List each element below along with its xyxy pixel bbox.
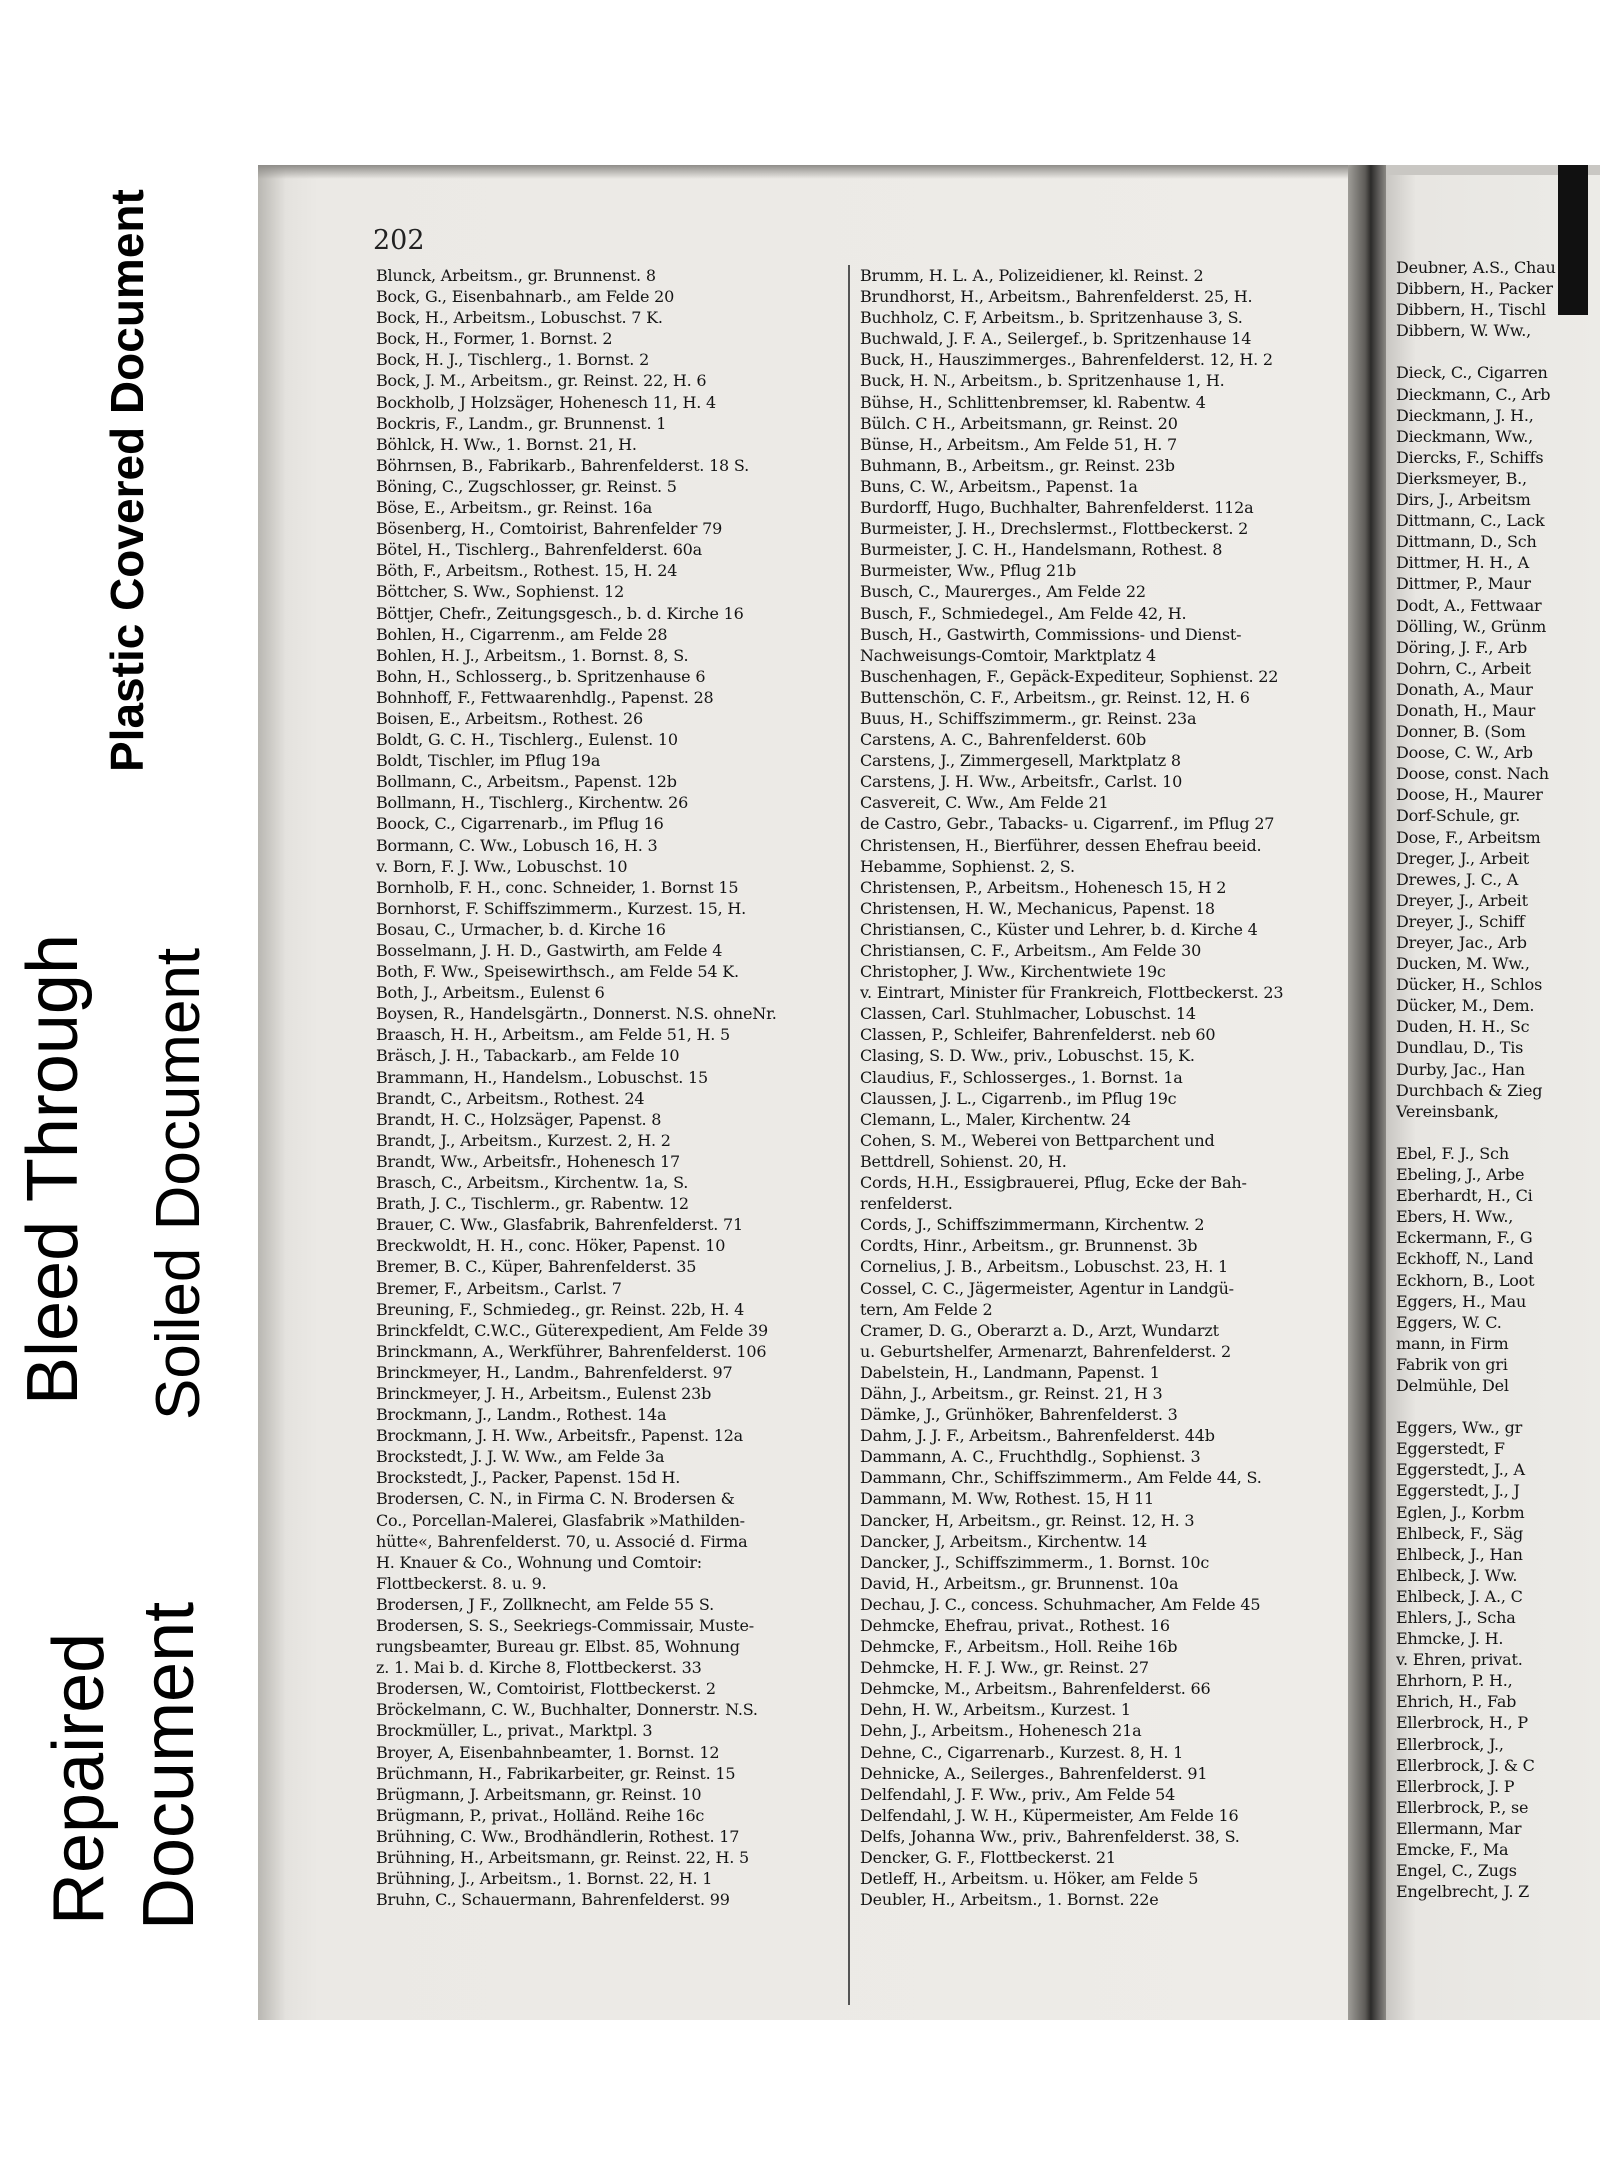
directory-entry: Bock, H., Former, 1. Bornst. 2 <box>376 329 613 349</box>
directory-entry: Bohn, H., Schlosserg., b. Spritzenhause 6 <box>376 666 706 686</box>
directory-entry: Dibbern, W. Ww., <box>1396 321 1532 341</box>
page-number: 202 <box>373 225 425 256</box>
directory-entry: Brodersen, J F., Zollknecht, am Felde 55 S. <box>376 1594 714 1614</box>
directory-entry: Dieckmann, Ww., <box>1396 426 1533 446</box>
directory-entry: Brockmann, J. H. Ww., Arbeitsfr., Papenst. 12a <box>376 1426 744 1446</box>
directory-entry: Brinckmeyer, H., Landm., Bahrenfelderst. 97 <box>376 1362 733 1382</box>
directory-entry: H. Knauer & Co., Wohnung und Comtoir: <box>376 1552 702 1572</box>
directory-entry: Burdorff, Hugo, Buchhalter, Bahrenfelderst. 112a <box>860 498 1254 518</box>
directory-entry: Brinckmann, A., Werkführer, Bahrenfelderst. 106 <box>376 1341 767 1361</box>
directory-entry: Ebers, H. Ww., <box>1396 1207 1514 1227</box>
directory-entry: Cohen, S. M., Weberei von Bettparchent und <box>860 1130 1215 1150</box>
directory-entry: Ebel, F. J., Sch <box>1396 1143 1509 1163</box>
column-3 <box>1396 257 1600 1902</box>
directory-entry: Dehmcke, Ehefrau, privat., Rothest. 16 <box>860 1616 1170 1635</box>
directory-entry: Cords, J., Schiffszimmermann, Kirchentw. 2 <box>860 1215 1205 1235</box>
directory-entry: Flottbeckerst. 8. u. 9. <box>376 1573 547 1593</box>
directory-entry: Brumm, H. L. A., Polizeidiener, kl. Reinst. 2 <box>860 266 1204 285</box>
directory-entry: Bormann, C. Ww., Lobusch 16, H. 3 <box>376 835 658 855</box>
directory-entry: Delmühle, Del <box>1396 1375 1509 1395</box>
directory-entry: Dancker, J, Arbeitsm., Kirchentw. 14 <box>860 1531 1147 1551</box>
directory-entry: Carstens, A. C., Bahrenfelderst. 60b <box>860 730 1146 750</box>
directory-entry: Classen, P., Schleifer, Bahrenfelderst. neb 60 <box>860 1025 1216 1045</box>
column-1 <box>376 265 836 1910</box>
directory-entry: Dieckmann, J. H., <box>1396 405 1534 425</box>
directory-entry <box>1396 1396 1600 1417</box>
directory-entry: Eberhardt, H., Ci <box>1396 1186 1533 1206</box>
directory-entry: Boldt, G. C. H., Tischlerg., Eulenst. 10 <box>376 730 678 750</box>
label-document: Document <box>129 1601 209 1930</box>
directory-entry: Dehmcke, F., Arbeitsm., Holl. Reihe 16b <box>860 1637 1178 1657</box>
directory-entry: Böth, F., Arbeitsm., Rothest. 15, H. 24 <box>376 561 678 581</box>
directory-entry: Co., Porcellan-Malerei, Glasfabrik »Mathilden- <box>376 1510 745 1530</box>
directory-entry: Ehlers, J., Scha <box>1396 1608 1516 1627</box>
directory-entry: Cords, H.H., Essigbrauerei, Pflug, Ecke der Bah- <box>860 1173 1247 1193</box>
directory-entry: Bohlen, H. J., Arbeitsm., 1. Bornst. 8, S. <box>376 645 689 665</box>
directory-entry: Casvereit, C. Ww., Am Felde 21 <box>860 793 1109 813</box>
directory-entry: Boldt, Tischler, im Pflug 19a <box>376 751 601 771</box>
directory-entry: Brodersen, W., Comtoirist, Flottbeckerst. 2 <box>376 1679 716 1699</box>
directory-entry: Drewes, J. C., A <box>1396 869 1519 889</box>
directory-entry: tern, Am Felde 2 <box>860 1299 993 1319</box>
directory-entry: Dölling, W., Grünm <box>1396 616 1547 636</box>
directory-entry: Bosselmann, J. H. D., Gastwirth, am Felde 4 <box>376 941 723 960</box>
directory-entry: Ehlbeck, J. A., C <box>1396 1586 1523 1606</box>
directory-entry: Doose, C. W., Arb <box>1396 743 1533 763</box>
directory-entry: Delfs, Johanna Ww., priv., Bahrenfelderst. 38, S. <box>860 1826 1240 1846</box>
directory-entry: Eggerstedt, F <box>1396 1439 1505 1459</box>
directory-entry: Eggers, Ww., gr <box>1396 1418 1523 1438</box>
directory-entry: Duden, H. H., Sc <box>1396 1017 1530 1037</box>
directory-entry: Eggerstedt, J., A <box>1396 1460 1525 1480</box>
directory-entry: Dehn, H. W., Arbeitsm., Kurzest. 1 <box>860 1700 1131 1720</box>
directory-entry: Busch, C., Maurerges., Am Felde 22 <box>860 582 1146 602</box>
directory-entry: Brandt, J., Arbeitsm., Kurzest. 2, H. 2 <box>376 1130 671 1150</box>
directory-entry: Buck, H., Hauszimmerges., Bahrenfelderst. 12, H. 2 <box>860 350 1273 370</box>
directory-entry: Clemann, L., Maler, Kirchentw. 24 <box>860 1109 1131 1129</box>
directory-entry: Dorf-Schule, gr. <box>1396 806 1521 826</box>
label-plastic-covered: Plastic Covered Document <box>101 189 153 772</box>
directory-entry: Bollmann, C., Arbeitsm., Papenst. 12b <box>376 772 677 792</box>
scanned-directory-page <box>258 165 1600 2020</box>
directory-entry: Dabelstein, H., Landmann, Papenst. 1 <box>860 1362 1160 1382</box>
directory-entry: Bötel, H., Tischlerg., Bahrenfelderst. 60a <box>376 540 702 560</box>
directory-entry: Detleff, H., Arbeitsm. u. Höker, am Felde 5 <box>860 1869 1199 1889</box>
directory-entry: Durchbach & Zieg <box>1396 1080 1543 1100</box>
directory-entry: Doose, const. Nach <box>1396 764 1549 784</box>
directory-entry: Dahm, J. J. F., Arbeitsm., Bahrenfelderst. 44b <box>860 1426 1215 1446</box>
directory-entry: Brandt, H. C., Holzsäger, Papenst. 8 <box>376 1109 662 1129</box>
directory-entry: Brühning, C. Ww., Brodhändlerin, Rothest. 17 <box>376 1826 740 1846</box>
directory-entry: Brath, J. C., Tischlerm., gr. Rabentw. 12 <box>376 1194 689 1214</box>
directory-entry: Cossel, C. C., Jägermeister, Agentur in Landgü- <box>860 1278 1234 1298</box>
directory-entry: Böttjer, Chefr., Zeitungsgesch., b. d. Kirche 16 <box>376 603 744 623</box>
directory-entry: Christensen, H. W., Mechanicus, Papenst. 18 <box>860 898 1215 918</box>
directory-entry: Böhlck, H. Ww., 1. Bornst. 21, H. <box>376 434 637 454</box>
directory-entry: Dämke, J., Grünhöker, Bahrenfelderst. 3 <box>860 1405 1178 1425</box>
directory-entry: Bohlen, H., Cigarrenm., am Felde 28 <box>376 624 668 644</box>
directory-entry: Delfendahl, J. F. Ww., priv., Am Felde 54 <box>860 1784 1176 1804</box>
directory-entry: Eggers, W. C. <box>1396 1312 1502 1332</box>
directory-entry: Carstens, J. H. Ww., Arbeitsfr., Carlst. 10 <box>860 772 1183 792</box>
directory-entry: Dodt, A., Fettwaar <box>1396 595 1542 615</box>
directory-entry: Brockstedt, J. J. W. Ww., am Felde 3a <box>376 1447 665 1467</box>
directory-entry: Doose, H., Maurer <box>1396 785 1543 805</box>
directory-entry: Döring, J. F., Arb <box>1396 637 1528 657</box>
directory-entry: Böning, C., Zugschlosser, gr. Reinst. 5 <box>376 476 677 496</box>
directory-entry: Eggerstedt, J., J <box>1396 1481 1520 1501</box>
directory-entry: z. 1. Mai b. d. Kirche 8, Flottbeckerst. 33 <box>376 1658 702 1678</box>
directory-entry: Buchwald, J. F. A., Seilergef., b. Spritzenhause 14 <box>860 329 1252 349</box>
directory-entry: Dehnicke, A., Seilerges., Bahrenfelderst. 91 <box>860 1763 1208 1783</box>
directory-entry: Ellerbrock, P., se <box>1396 1797 1529 1817</box>
directory-entry: Bornhorst, F. Schiffszimmerm., Kurzest. 15, H. <box>376 898 746 918</box>
directory-entry: Dohrn, C., Arbeit <box>1396 658 1531 678</box>
scan-edge-shadow <box>1558 165 1588 315</box>
directory-entry: Bettdrell, Sohienst. 20, H. <box>860 1151 1067 1171</box>
directory-entry: Dirs, J., Arbeitsm <box>1396 490 1531 510</box>
directory-entry: Dieck, C., Cigarren <box>1396 363 1548 383</box>
directory-entry: Dreger, J., Arbeit <box>1396 848 1530 868</box>
directory-entry: Ehrich, H., Fab <box>1396 1692 1517 1712</box>
directory-entry: Boysen, R., Handelsgärtn., Donnerst. N.S. ohneNr. <box>376 1004 777 1024</box>
directory-entry: Dencker, G. F., Flottbeckerst. 21 <box>860 1848 1116 1868</box>
directory-entry: Brinckmeyer, J. H., Arbeitsm., Eulenst 23b <box>376 1383 712 1403</box>
directory-entry: Dehn, J., Arbeitsm., Hohenesch 21a <box>860 1721 1142 1741</box>
directory-entry: Ehlbeck, J. Ww. <box>1396 1565 1518 1585</box>
directory-entry: Ehrhorn, P. H., <box>1396 1671 1513 1691</box>
directory-entry: Bröckelmann, C. W., Buchhalter, Donnerstr. N.S. <box>376 1700 758 1720</box>
directory-entry: Dancker, J., Schiffszimmerm., 1. Bornst. 10c <box>860 1552 1210 1572</box>
directory-entry: Ellerbrock, J. P <box>1396 1776 1515 1796</box>
directory-entry: Cordts, Hinr., Arbeitsm., gr. Brunnenst. 3b <box>860 1236 1198 1256</box>
directory-entry: Dechau, J. C., concess. Schuhmacher, Am Felde 45 <box>860 1594 1261 1614</box>
directory-entry: Donath, H., Maur <box>1396 700 1536 720</box>
directory-entry: Bock, H., Arbeitsm., Lobuschst. 7 K. <box>376 308 663 328</box>
directory-entry: Delfendahl, J. W. H., Küpermeister, Am Felde 16 <box>860 1805 1239 1825</box>
directory-entry: Dehne, C., Cigarrenarb., Kurzest. 8, H. 1 <box>860 1742 1184 1762</box>
directory-entry: Diercks, F., Schiffs <box>1396 447 1544 467</box>
directory-entry: Ellerbrock, J., <box>1396 1734 1504 1754</box>
directory-entry: Bollmann, H., Tischlerg., Kirchentw. 26 <box>376 793 689 813</box>
directory-entry: Classen, Carl. Stuhlmacher, Lobuschst. 14 <box>860 1004 1196 1024</box>
directory-entry: Eckermann, F., G <box>1396 1228 1533 1248</box>
directory-entry: Brügmann, P., privat., Holländ. Reihe 16c <box>376 1805 705 1825</box>
directory-entry: Ehmcke, J. H. <box>1396 1629 1504 1649</box>
directory-entry: Broyer, A, Eisenbahnbeamter, 1. Bornst. 12 <box>376 1742 720 1762</box>
directory-entry: Buns, C. W., Arbeitsm., Papenst. 1a <box>860 476 1138 496</box>
directory-entry: Claussen, J. L., Cigarrenb., im Pflug 19c <box>860 1088 1177 1108</box>
directory-entry: Bock, J. M., Arbeitsm., gr. Reinst. 22, H. 6 <box>376 371 707 391</box>
directory-entry: Breuning, F., Schmiedeg., gr. Reinst. 22b, H. 4 <box>376 1299 745 1319</box>
directory-entry: Eglen, J., Korbm <box>1396 1502 1525 1522</box>
directory-entry: Durby, Jac., Han <box>1396 1059 1525 1079</box>
directory-entry: Dammann, A. C., Fruchthdlg., Sophienst. 3 <box>860 1447 1201 1467</box>
directory-entry: Emcke, F., Ma <box>1396 1840 1509 1860</box>
directory-entry: Fabrik von gri <box>1396 1354 1508 1374</box>
directory-entry: Bock, H. J., Tischlerg., 1. Bornst. 2 <box>376 350 650 370</box>
directory-entry: Brühning, H., Arbeitsmann, gr. Reinst. 22, H. 5 <box>376 1848 750 1868</box>
directory-entry: Braasch, H. H., Arbeitsm., am Felde 51, H. 5 <box>376 1025 731 1045</box>
directory-entry: Bockris, F., Landm., gr. Brunnenst. 1 <box>376 413 667 433</box>
directory-entry: Bockholb, J Holzsäger, Hohenesch 11, H. 4 <box>376 392 717 412</box>
directory-entry: Buhmann, B., Arbeitsm., gr. Reinst. 23b <box>860 455 1175 475</box>
directory-entry: Brodersen, C. N., in Firma C. N. Brodersen & <box>376 1489 735 1509</box>
directory-entry: Brühning, J., Arbeitsm., 1. Bornst. 22, H. 1 <box>376 1869 713 1889</box>
directory-entry: Böhrnsen, B., Fabrikarb., Bahrenfelderst. 18 S. <box>376 455 749 475</box>
directory-entry: Christensen, H., Bierführer, dessen Ehefrau beeid. <box>860 835 1262 855</box>
directory-entry: Eckhoff, N., Land <box>1396 1249 1534 1269</box>
directory-entry: Cornelius, J. B., Arbeitsm., Lobuschst. 23, H. 1 <box>860 1257 1229 1277</box>
directory-entry: Deubner, A.S., Chau <box>1396 258 1556 277</box>
directory-entry: Bosau, C., Urmacher, b. d. Kirche 16 <box>376 919 666 939</box>
directory-entry: Bremer, F., Arbeitsm., Carlst. 7 <box>376 1278 622 1298</box>
directory-entry: Dose, F., Arbeitsm <box>1396 827 1541 847</box>
left-page <box>258 165 1348 2020</box>
directory-entry: Engelbrecht, J. Z <box>1396 1882 1530 1902</box>
directory-entry: v. Eintrart, Minister für Frankreich, Flottbeckerst. 23 <box>860 983 1284 1003</box>
right-page <box>1386 175 1600 2020</box>
directory-entry: Dittmer, P., Maur <box>1396 574 1531 594</box>
directory-entry: Dehmcke, M., Arbeitsm., Bahrenfelderst. 66 <box>860 1679 1211 1699</box>
directory-entry: Bünse, H., Arbeitsm., Am Felde 51, H. 7 <box>860 434 1177 454</box>
directory-entry: Brundhorst, H., Arbeitsm., Bahrenfelderst. 25, H. <box>860 287 1253 307</box>
directory-entry: Ellerbrock, H., P <box>1396 1713 1528 1733</box>
directory-entry: Dibbern, H., Packer <box>1396 279 1553 299</box>
directory-entry: Brügmann, J. Arbeitsmann, gr. Reinst. 10 <box>376 1784 702 1804</box>
directory-entry: Bösenberg, H., Comtoirist, Bahrenfelder 79 <box>376 519 723 539</box>
directory-entry: Burmeister, J. H., Drechslermst., Flottbeckerst. 2 <box>860 519 1249 539</box>
directory-entry: Böse, E., Arbeitsm., gr. Reinst. 16a <box>376 498 653 518</box>
directory-entry: Brockmann, J., Landm., Rothest. 14a <box>376 1405 667 1425</box>
directory-entry: Burmeister, J. C. H., Handelsmann, Rothest. 8 <box>860 540 1223 560</box>
label-soiled-document: Soiled Document <box>144 947 213 1420</box>
directory-entry: Busch, F., Schmiedegel., Am Felde 42, H. <box>860 603 1187 623</box>
directory-entry: Bruhn, C., Schauermann, Bahrenfelderst. 99 <box>376 1890 730 1910</box>
directory-entry: Deubler, H., Arbeitsm., 1. Bornst. 22e <box>860 1890 1159 1910</box>
directory-entry: Ducken, M. Ww., <box>1396 954 1530 974</box>
label-repaired: Repaired <box>39 1632 119 1925</box>
directory-entry: Dreyer, J., Arbeit <box>1396 890 1528 910</box>
directory-entry: Bornholb, F. H., conc. Schneider, 1. Bornst 15 <box>376 877 739 897</box>
directory-entry: Bräsch, J. H., Tabackarb., am Felde 10 <box>376 1046 680 1066</box>
directory-entry: Christensen, P., Arbeitsm., Hohenesch 15, H 2 <box>860 877 1227 897</box>
directory-entry: Claudius, F., Schlosserges., 1. Bornst. 1a <box>860 1067 1183 1087</box>
directory-entry: Brockstedt, J., Packer, Papenst. 15d H. <box>376 1468 681 1488</box>
directory-entry: Ehlbeck, J., Han <box>1396 1544 1523 1564</box>
directory-entry: Eggers, H., Mau <box>1396 1291 1527 1311</box>
directory-entry: Ebeling, J., Arbe <box>1396 1165 1525 1185</box>
directory-entry <box>1396 341 1600 362</box>
directory-entry: Christiansen, C., Küster und Lehrer, b. d. Kirche 4 <box>860 919 1258 939</box>
directory-entry: Christopher, J. Ww., Kirchentwiete 19c <box>860 962 1166 982</box>
directory-entry: Boock, C., Cigarrenarb., im Pflug 16 <box>376 814 664 834</box>
directory-entry: hütte«, Bahrenfelderst. 70, u. Associé d. Firma <box>376 1531 748 1551</box>
directory-entry: Brockmüller, L., privat., Marktpl. 3 <box>376 1721 653 1741</box>
directory-entry: Carstens, J., Zimmergesell, Marktplatz 8 <box>860 751 1181 771</box>
directory-entry: Böttcher, S. Ww., Sophienst. 12 <box>376 582 625 602</box>
directory-entry: Both, F. Ww., Speisewirthsch., am Felde 54 K. <box>376 962 739 982</box>
directory-entry: Brodersen, S. S., Seekriegs-Commissair, Muste- <box>376 1616 754 1635</box>
directory-entry: v. Ehren, privat. <box>1396 1650 1523 1670</box>
column-2 <box>848 265 1328 2005</box>
directory-entry: Busch, H., Gastwirth, Commissions- und Dienst- <box>860 624 1242 644</box>
directory-entry: Dittmann, C., Lack <box>1396 511 1545 531</box>
book-gutter <box>1348 165 1386 2020</box>
directory-entry: v. Born, F. J. Ww., Lobuschst. 10 <box>376 856 628 876</box>
directory-entry: Both, J., Arbeitsm., Eulenst 6 <box>376 983 605 1003</box>
directory-entry: Brammann, H., Handelsm., Lobuschst. 15 <box>376 1067 708 1087</box>
directory-entry: mann, in Firm <box>1396 1333 1509 1353</box>
directory-entry: Bühse, H., Schlittenbremser, kl. Rabentw. 4 <box>860 392 1206 412</box>
directory-entry: Eckhorn, B., Loot <box>1396 1270 1535 1290</box>
directory-entry: Dreyer, Jac., Arb <box>1396 933 1527 952</box>
label-bleed-through: Bleed Through <box>13 933 93 1405</box>
directory-entry: Dibbern, H., Tischl <box>1396 300 1546 320</box>
directory-entry: Dücker, H., Schlos <box>1396 975 1543 995</box>
directory-entry: Brasch, C., Arbeitsm., Kirchentw. 1a, S. <box>376 1173 689 1193</box>
directory-entry: Blunck, Arbeitsm., gr. Brunnenst. 8 <box>376 266 656 285</box>
directory-entry: Ellermann, Mar <box>1396 1818 1522 1838</box>
directory-entry: Ehlbeck, F., Säg <box>1396 1523 1524 1543</box>
directory-entry: Dammann, M. Ww, Rothest. 15, H 11 <box>860 1489 1155 1509</box>
directory-entry: David, H., Arbeitsm., gr. Brunnenst. 10a <box>860 1573 1179 1593</box>
directory-entry: Engel, C., Zugs <box>1396 1861 1517 1881</box>
directory-entry: Dehmcke, H. F. J. Ww., gr. Reinst. 27 <box>860 1658 1149 1678</box>
directory-entry: Bock, G., Eisenbahnarb., am Felde 20 <box>376 287 675 307</box>
directory-entry: Buus, H., Schiffszimmerm., gr. Reinst. 23a <box>860 708 1197 728</box>
directory-entry: Christiansen, C. F., Arbeitsm., Am Felde 30 <box>860 941 1202 960</box>
directory-entry: Bohnhoff, F., Fettwaarenhdlg., Papenst. 28 <box>376 687 714 707</box>
directory-entry: Dammann, Chr., Schiffszimmerm., Am Felde 44, S. <box>860 1468 1262 1488</box>
directory-entry: Hebamme, Sophienst. 2, S. <box>860 856 1075 876</box>
directory-entry: Boisen, E., Arbeitsm., Rothest. 26 <box>376 708 643 728</box>
directory-entry: Nachweisungs-Comtoir, Marktplatz 4 <box>860 645 1156 665</box>
directory-entry: Donath, A., Maur <box>1396 679 1533 699</box>
directory-entry: Clasing, S. D. Ww., priv., Lobuschst. 15, K. <box>860 1046 1195 1066</box>
directory-entry: Dähn, J., Arbeitsm., gr. Reinst. 21, H 3 <box>860 1383 1163 1403</box>
directory-entry: Vereinsbank, <box>1396 1101 1499 1121</box>
directory-entry: Brüchmann, H., Fabrikarbeiter, gr. Reinst. 15 <box>376 1763 736 1783</box>
directory-entry: rungsbeamter, Bureau gr. Elbst. 85, Wohnung <box>376 1637 740 1657</box>
directory-entry: Dittmann, D., Sch <box>1396 532 1537 552</box>
directory-entry: Ellerbrock, J. & C <box>1396 1755 1535 1775</box>
directory-entry: Dittmer, H. H., A <box>1396 553 1529 573</box>
directory-entry: Dieckmann, C., Arb <box>1396 384 1551 404</box>
directory-entry: Burmeister, Ww., Pflug 21b <box>860 561 1076 581</box>
directory-entry: u. Geburtshelfer, Armenarzt, Bahrenfelderst. 2 <box>860 1341 1231 1361</box>
directory-entry: de Castro, Gebr., Tabacks- u. Cigarrenf., im Pflug 27 <box>860 814 1275 834</box>
directory-entry: Buchholz, C. F, Arbeitsm., b. Spritzenhause 3, S. <box>860 308 1243 328</box>
directory-entry: Buschenhagen, F., Gepäck-Expediteur, Sophienst. 22 <box>860 666 1279 686</box>
directory-entry: Donner, B. (Som <box>1396 722 1526 742</box>
directory-entry <box>1396 1122 1600 1143</box>
directory-entry: Dücker, M., Dem. <box>1396 996 1535 1016</box>
side-label-panel <box>0 0 250 2177</box>
directory-entry: Brandt, Ww., Arbeitsfr., Hohenesch 17 <box>376 1151 680 1171</box>
directory-entry: Buttenschön, C. F., Arbeitsm., gr. Reinst. 12, H. 6 <box>860 687 1250 707</box>
directory-entry: Cramer, D. G., Oberarzt a. D., Arzt, Wundarzt <box>860 1320 1219 1340</box>
directory-entry: Bülch. C H., Arbeitsmann, gr. Reinst. 20 <box>860 413 1178 433</box>
directory-entry: renfelderst. <box>860 1194 953 1214</box>
directory-entry: Dancker, H, Arbeitsm., gr. Reinst. 12, H. 3 <box>860 1510 1195 1530</box>
directory-entry: Brauer, C. Ww., Glasfabrik, Bahrenfelderst. 71 <box>376 1215 743 1235</box>
directory-entry: Bremer, B. C., Küper, Bahrenfelderst. 35 <box>376 1257 697 1277</box>
directory-entry: Dundlau, D., Tis <box>1396 1038 1524 1058</box>
directory-entry: Dreyer, J., Schiff <box>1396 911 1525 931</box>
directory-entry: Brinckfeldt, C.W.C., Güterexpedient, Am Felde 39 <box>376 1320 769 1340</box>
directory-entry: Breckwoldt, H. H., conc. Höker, Papenst. 10 <box>376 1236 726 1256</box>
directory-entry: Dierksmeyer, B., <box>1396 468 1527 488</box>
directory-entry: Buck, H. N., Arbeitsm., b. Spritzenhause 1, H. <box>860 371 1225 391</box>
directory-entry: Brandt, C., Arbeitsm., Rothest. 24 <box>376 1088 645 1108</box>
